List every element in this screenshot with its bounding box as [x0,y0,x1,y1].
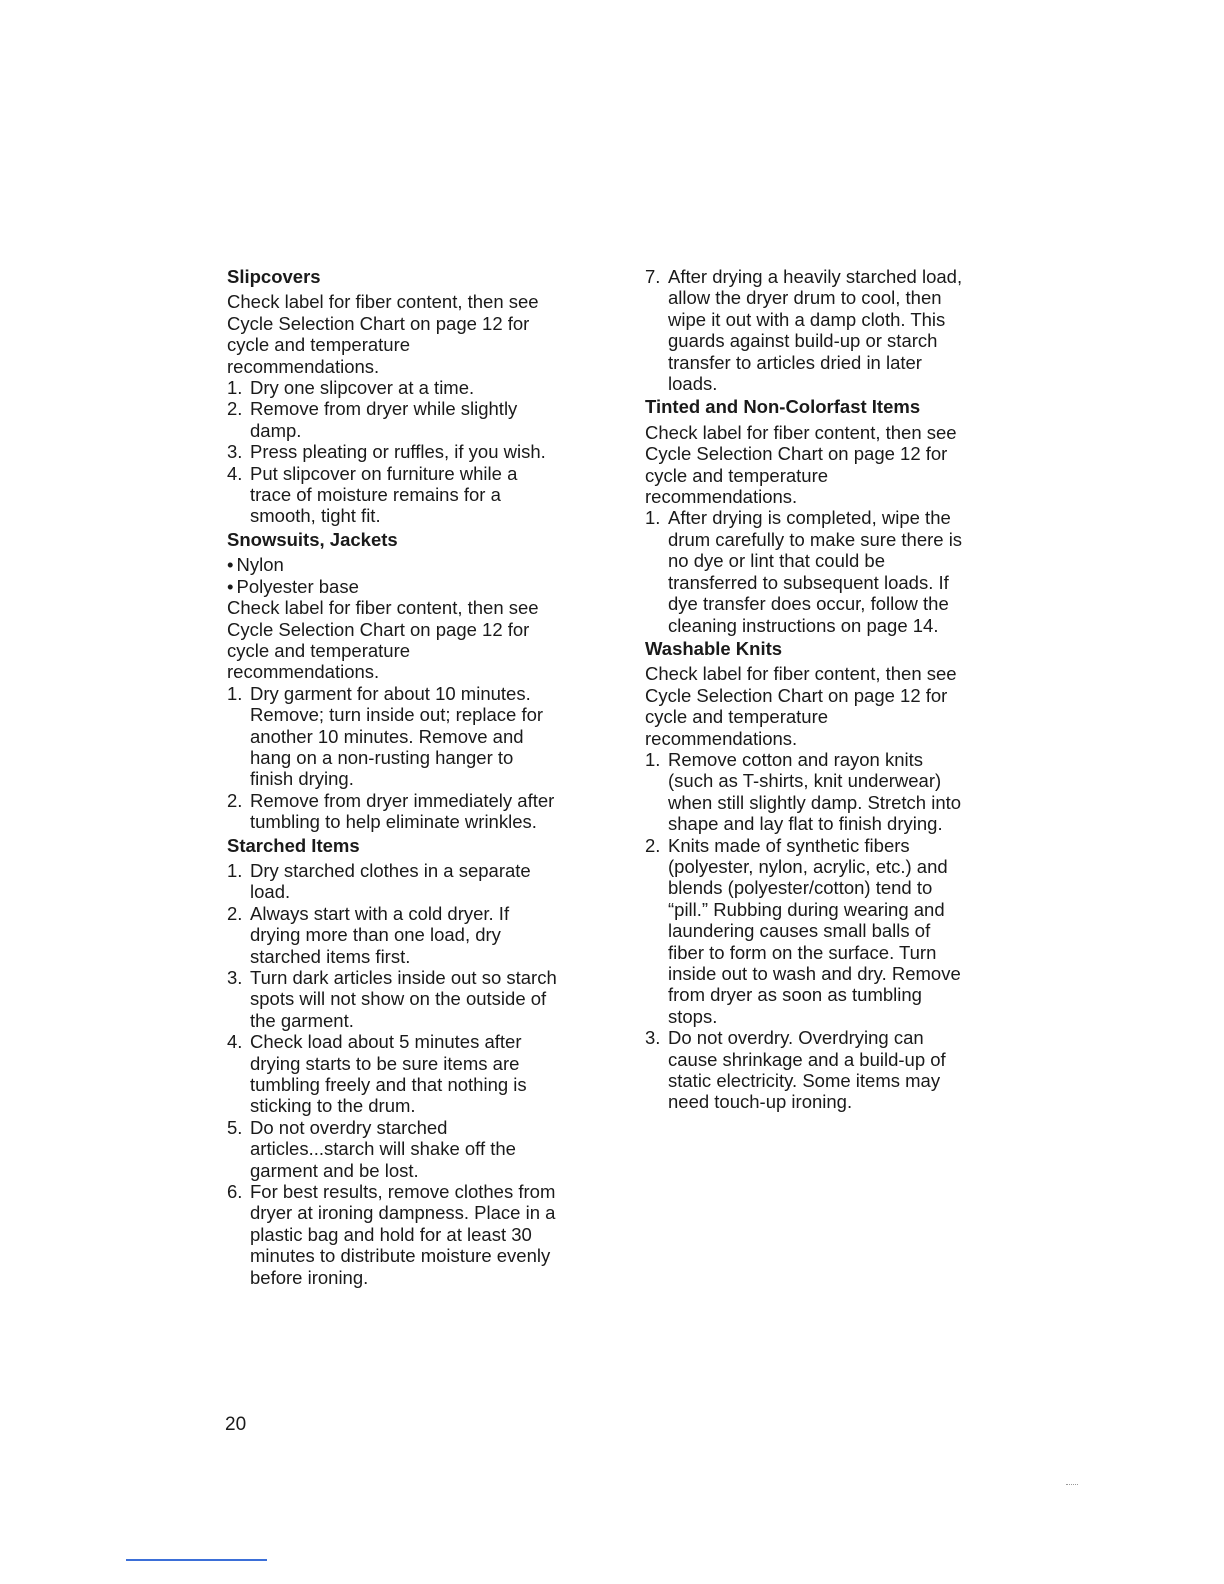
list-item [645,507,965,635]
step-text: Knits made of synthetic fibers (polyester, nylon, acrylic, etc.) and blends (polyester/cotton) tend to “pill.” Rubbing during wearing and laundering causes small balls of fiber to form on the surface. Turn inside out to wash and dry. Remove from dryer as soon as tumbling stops. [668,834,961,1027]
heading-snowsuits: Snowsuits, Jackets [227,528,398,550]
page-number: 20 [225,1414,247,1435]
section-tinted-items [645,396,965,635]
step-number: 2. [645,834,661,856]
step-text: Press pleating or ruffles, if you wish. [250,441,546,463]
list-item [227,860,557,903]
step-text: Remove cotton and rayon knits (such as T-shirts, knit underwear) when still slightly damp. Stretch into shape and lay flat to finish drying. [668,748,962,835]
list-item [227,398,557,441]
section-starched-items [227,835,557,1289]
snowsuits-intro: Check label for fiber content, then see Cycle Selection Chart on page 12 for cycle and temperature recommendations. [227,597,539,683]
step-text: Put slipcover on furniture while a trace of moisture remains for a smooth, tight fit. [250,462,518,527]
slipcovers-steps [227,377,557,527]
step-number: 3. [227,441,243,463]
step-number: 2. [227,789,243,811]
heading-washable-knits: Washable Knits [645,637,783,659]
step-text: Do not overdry starched articles...starch will shake off the garment and be lost. [250,1116,516,1181]
step-number: 1. [227,859,243,881]
list-item [645,266,965,394]
heading-slipcovers: Slipcovers [227,266,321,287]
snowsuits-steps [227,683,557,833]
step-text: For best results, remove clothes from dryer at ironing dampness. Place in a plastic bag and hold for at least 30 minutes to distribute moisture evenly before ironing. [250,1181,556,1288]
knits-steps [645,749,965,1113]
bullet-item: • Nylon [227,554,557,575]
step-number: 4. [227,462,243,484]
step-number: 1. [645,748,661,770]
list-item [227,683,557,790]
list-item [227,377,557,398]
heading-tinted-items: Tinted and Non-Colorfast Items [645,396,921,418]
step-number: 6. [227,1181,243,1203]
snowsuits-bullets [227,554,557,597]
step-text: Dry starched clothes in a separate load. [250,859,531,903]
section-starched-continued [645,266,965,394]
list-item [227,441,557,462]
list-item [645,1027,965,1113]
step-number: 1. [227,682,243,704]
tinted-intro: Check label for fiber content, then see Cycle Selection Chart on page 12 for cycle and temperature recommendations. [645,421,957,508]
step-text: After drying is completed, wipe the drum carefully to make sure there is no dye or lint that could be transferred to subsequent loads. If dye transfer does occur, follow the cleaning instructions on page 14. [668,507,963,636]
list-item [227,463,557,527]
knits-intro: Check label for fiber content, then see Cycle Selection Chart on page 12 for cycle and temperature recommendations. [645,663,957,749]
step-number: 2. [227,902,243,924]
step-text: Turn dark articles inside out so starch spots will not show on the outside of the garment. [250,967,557,1031]
step-number: 1. [227,377,243,399]
list-item [645,749,965,835]
bottom-rule [126,1559,267,1561]
list-item [227,790,557,833]
left-column [227,266,557,1290]
step-text: Do not overdry. Overdrying can cause shrinkage and a build-up of static electricity. Some items may need touch-up ironing. [668,1027,946,1113]
step-text: Check load about 5 minutes after drying starts to be sure items are tumbling freely and that nothing is sticking to the drum. [250,1031,527,1117]
right-column [645,266,965,1115]
step-number: 7. [645,266,661,287]
list-item [227,903,557,967]
step-number: 2. [227,398,243,420]
step-text: Remove from dryer immediately after tumbling to help eliminate wrinkles. [250,789,555,833]
step-number: 5. [227,1116,243,1138]
tinted-steps [645,507,965,635]
scan-artifact-mark [1066,1484,1078,1485]
bullet-item: • Polyester base [227,576,557,597]
section-slipcovers [227,266,557,527]
heading-starched-items: Starched Items [227,834,360,856]
step-text: Dry one slipcover at a time. [250,377,475,399]
list-item [645,835,965,1028]
slipcovers-intro: Check label for fiber content, then see Cycle Selection Chart on page 12 for cycle and temperature recommendations. [227,291,539,377]
step-number: 4. [227,1031,243,1053]
list-item [227,1117,557,1181]
step-text: After drying a heavily starched load, allow the dryer drum to cool, then wipe it out with a damp cloth. This guards against build-up or starch transfer to articles dried in later loads. [668,266,963,395]
list-item [227,1181,557,1288]
step-number: 3. [227,967,243,988]
step-text: Dry garment for about 10 minutes. Remove; turn inside out; replace for another 10 minutes. Remove and hang on a non-rusting hanger to finish drying. [250,682,544,790]
list-item [227,1031,557,1117]
starched-steps [227,860,557,1288]
list-item [227,967,557,1031]
step-text: Always start with a cold dryer. If drying more than one load, dry starched items first. [250,902,510,967]
starched-continued-steps [645,266,965,394]
step-number: 1. [645,507,661,529]
step-number: 3. [645,1027,661,1049]
section-snowsuits [227,529,557,833]
section-washable-knits [645,638,965,1113]
step-text: Remove from dryer while slightly damp. [250,398,518,441]
